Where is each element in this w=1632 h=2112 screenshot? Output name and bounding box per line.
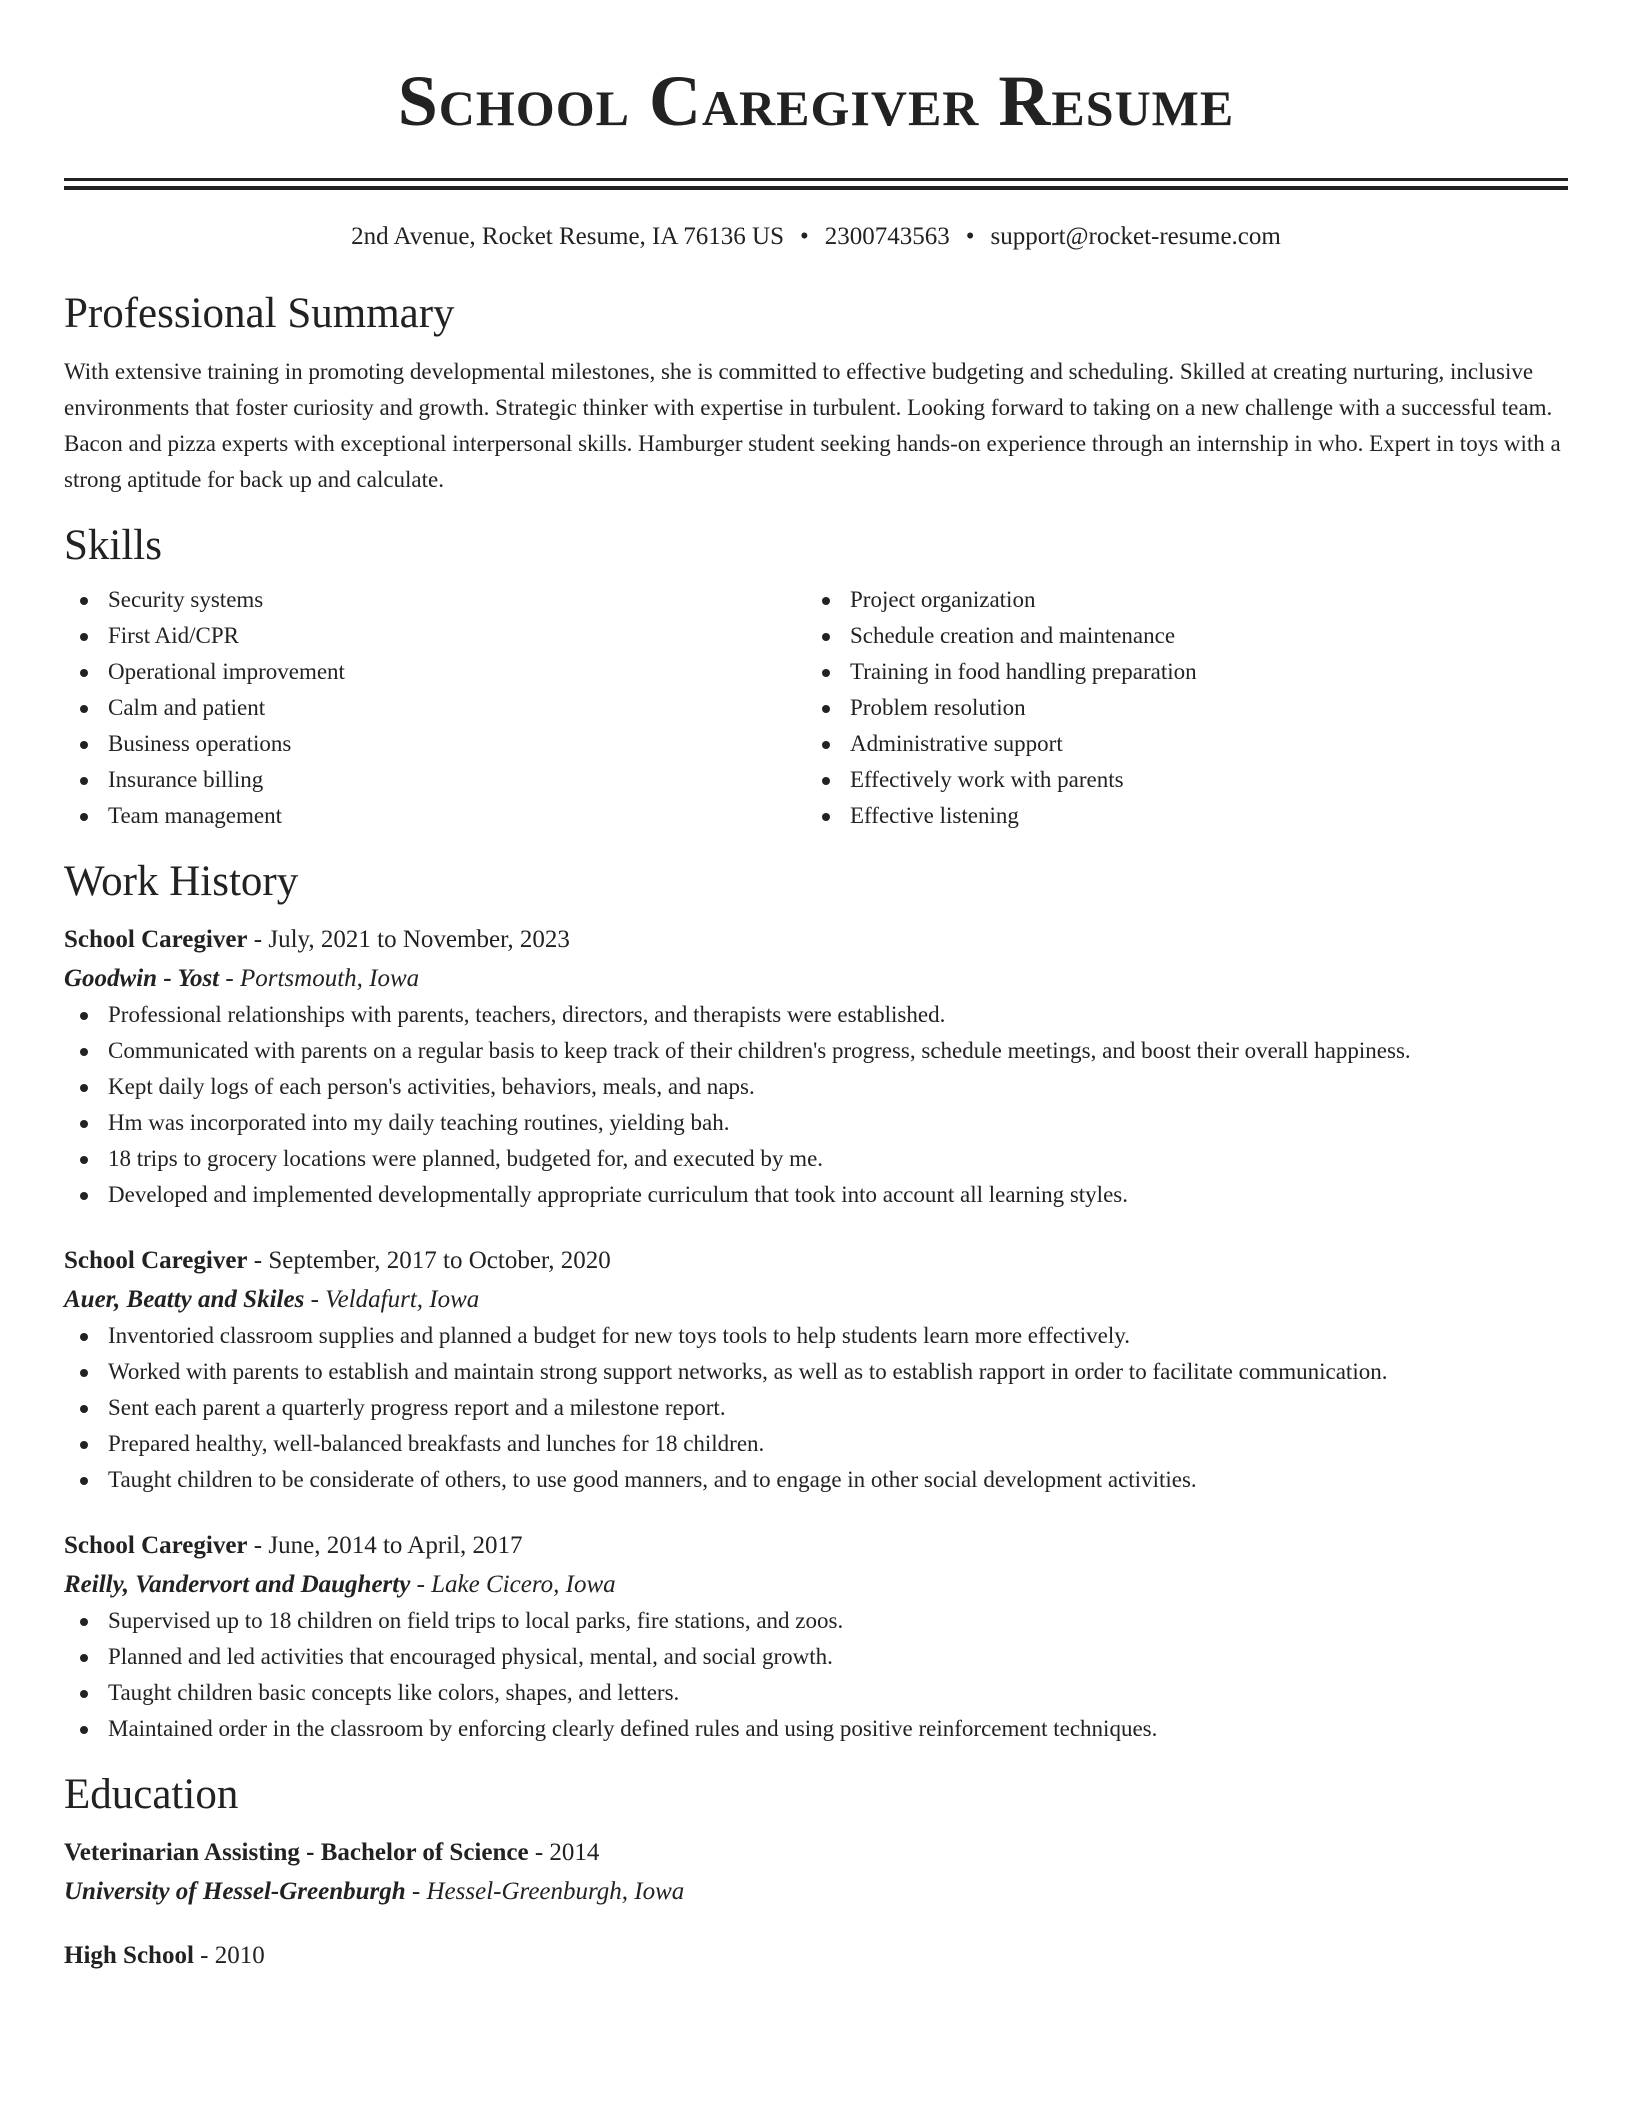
job-duty: Taught children basic concepts like colors, shapes, and letters. <box>64 1675 1568 1711</box>
job-separator: - <box>247 1247 269 1274</box>
job-duties-list <box>64 1318 1568 1498</box>
skill-item: Effectively work with parents <box>806 762 1568 798</box>
education-separator: - <box>528 1839 550 1866</box>
skill-item: Insurance billing <box>64 762 806 798</box>
work-history-section <box>64 856 1568 1747</box>
education-header <box>64 1938 1568 1974</box>
job-duty: Developed and implemented developmentally appropriate curriculum that took into account all learning styles. <box>64 1177 1568 1213</box>
job-header <box>64 1528 1568 1564</box>
education-degree: High School <box>64 1942 194 1969</box>
education-year: 2010 <box>214 1942 265 1969</box>
job-dates: September, 2017 to October, 2020 <box>268 1247 611 1274</box>
job-duty: Supervised up to 18 children on field trips to local parks, fire stations, and zoos. <box>64 1603 1568 1639</box>
job-duty: Planned and led activities that encouraged physical, mental, and social growth. <box>64 1639 1568 1675</box>
education-school: University of Hessel-Greenburgh <box>64 1878 406 1905</box>
skill-item: Schedule creation and maintenance <box>806 618 1568 654</box>
education-location: Hessel-Greenburgh, Iowa <box>426 1878 685 1905</box>
skill-item: Team management <box>64 798 806 834</box>
job-separator: - <box>219 965 240 992</box>
skills-list-right <box>806 582 1568 834</box>
job-separator: - <box>247 926 269 953</box>
contact-address: 2nd Avenue, Rocket Resume, IA 76136 US <box>351 223 784 250</box>
education-entry <box>64 1835 1568 1910</box>
contact-phone: 2300743563 <box>824 223 950 250</box>
job-header <box>64 922 1568 958</box>
job-company-line <box>64 1282 1568 1318</box>
job-location: Lake Cicero, Iowa <box>431 1571 616 1598</box>
job-duty: 18 trips to grocery locations were planned, budgeted for, and executed by me. <box>64 1141 1568 1177</box>
education-school-line <box>64 1874 1568 1910</box>
education-separator: - <box>193 1942 215 1969</box>
job-header <box>64 1243 1568 1279</box>
education-separator: - <box>405 1878 427 1905</box>
job-separator: - <box>304 1286 326 1313</box>
job-duty: Maintained order in the classroom by enforcing clearly defined rules and using positive reinforcement techniques. <box>64 1711 1568 1747</box>
skill-item: Calm and patient <box>64 690 806 726</box>
job-title: School Caregiver <box>64 1532 248 1559</box>
job-duty: Kept daily logs of each person's activities, behaviors, meals, and naps. <box>64 1069 1568 1105</box>
job-company-line <box>64 961 1568 997</box>
title-divider-bottom <box>64 186 1568 190</box>
job-dates: June, 2014 to April, 2017 <box>268 1532 523 1559</box>
education-year: 2014 <box>549 1839 600 1866</box>
contact-email[interactable]: support@rocket-resume.com <box>990 223 1281 250</box>
skill-item: Business operations <box>64 726 806 762</box>
skills-section <box>64 520 1568 834</box>
job-separator: - <box>410 1571 432 1598</box>
job-duty: Professional relationships with parents, teachers, directors, and therapists were established. <box>64 997 1568 1033</box>
job-dates: July, 2021 to November, 2023 <box>268 926 570 953</box>
resume-title: School Caregiver Resume <box>397 61 1235 141</box>
job-entry <box>64 1243 1568 1498</box>
job-duty: Communicated with parents on a regular basis to keep track of their children's progress, schedule meetings, and boost their overall happiness. <box>64 1033 1568 1069</box>
job-entry <box>64 922 1568 1213</box>
job-location: Portsmouth, Iowa <box>239 965 420 992</box>
skill-item: First Aid/CPR <box>64 618 806 654</box>
skill-item: Problem resolution <box>806 690 1568 726</box>
title-divider-top <box>64 178 1568 181</box>
job-separator: - <box>247 1532 269 1559</box>
contact-separator: • <box>965 223 975 250</box>
education-heading: Education <box>64 1771 239 1818</box>
skills-heading: Skills <box>64 522 162 569</box>
skill-item: Training in food handling preparation <box>806 654 1568 690</box>
job-duty: Inventoried classroom supplies and planned a budget for new toys tools to help students learn more effectively. <box>64 1318 1568 1354</box>
skills-list-left <box>64 582 806 834</box>
resume-page <box>64 0 1568 1974</box>
skill-item: Project organization <box>806 582 1568 618</box>
skill-item: Operational improvement <box>64 654 806 690</box>
job-duty: Prepared healthy, well-balanced breakfasts and lunches for 18 children. <box>64 1426 1568 1462</box>
job-duty: Sent each parent a quarterly progress report and a milestone report. <box>64 1390 1568 1426</box>
education-section <box>64 1769 1568 1974</box>
job-duty: Worked with parents to establish and maintain strong support networks, as well as to establish rapport in order to facilitate communication. <box>64 1354 1568 1390</box>
job-company: Reilly, Vandervort and Daugherty <box>64 1571 411 1598</box>
job-duties-list <box>64 1603 1568 1747</box>
job-duty: Hm was incorporated into my daily teaching routines, yielding bah. <box>64 1105 1568 1141</box>
education-header <box>64 1835 1568 1871</box>
skill-item: Administrative support <box>806 726 1568 762</box>
job-title: School Caregiver <box>64 1247 248 1274</box>
job-company: Auer, Beatty and Skiles <box>64 1286 305 1313</box>
skills-grid <box>64 582 1568 834</box>
summary-heading: Professional Summary <box>64 290 455 337</box>
education-entry <box>64 1938 1568 1974</box>
summary-text: With extensive training in promoting developmental milestones, she is committed to effective budgeting and scheduling. Skilled at creating nurturing, inclusive environments that foster curiosity and growth. Strategic thinker with expertise in turbulent. Looking forward to taking on a new challenge with a successful team. Bacon and pizza experts with exceptional interpersonal skills. Hamburger student seeking hands-on experience through an internship in who. Expert in toys with a strong aptitude for back up and calculate. <box>64 359 1561 492</box>
job-title: School Caregiver <box>64 926 248 953</box>
contact-line <box>64 220 1568 254</box>
education-degree: Veterinarian Assisting - Bachelor of Science <box>64 1839 529 1866</box>
job-duties-list <box>64 997 1568 1213</box>
work-history-heading: Work History <box>64 858 299 905</box>
skill-item: Security systems <box>64 582 806 618</box>
job-entry <box>64 1528 1568 1747</box>
job-location: Veldafurt, Iowa <box>325 1286 480 1313</box>
summary-section <box>64 288 1568 498</box>
contact-separator: • <box>800 223 809 250</box>
skill-item: Effective listening <box>806 798 1568 834</box>
job-company-line <box>64 1567 1568 1603</box>
job-duty: Taught children to be considerate of others, to use good manners, and to engage in other social development activities. <box>64 1462 1568 1498</box>
job-company: Goodwin - Yost <box>64 965 220 992</box>
